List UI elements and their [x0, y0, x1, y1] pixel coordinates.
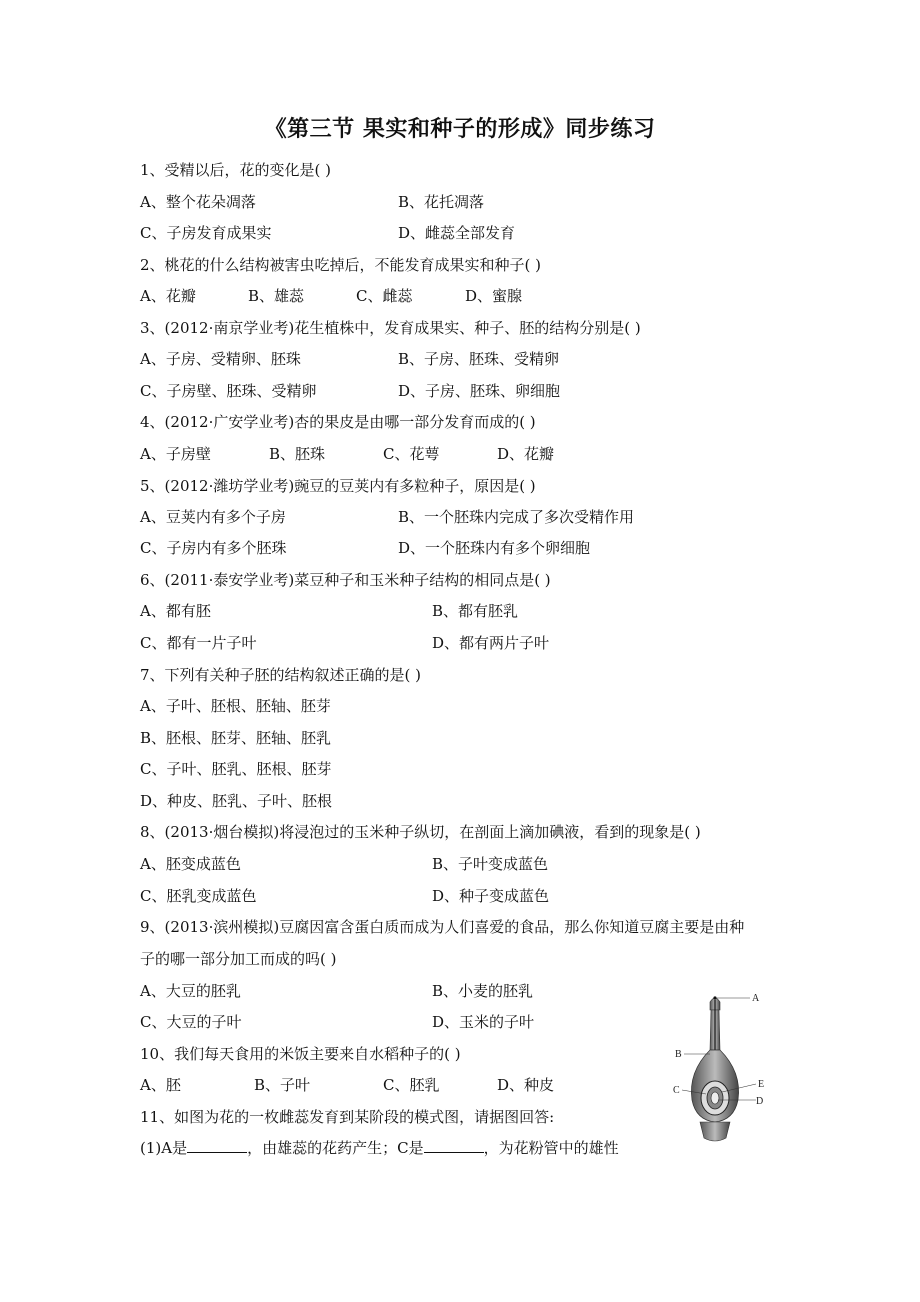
- q5-option-a: A、豆荚内有多个子房: [140, 508, 286, 526]
- question-8: 8、(2013·烟台模拟)将浸泡过的玉米种子纵切，在剖面上滴加碘液，看到的现象是( ): [140, 823, 701, 841]
- q11-sub-text-2: ，由雄蕊的花药产生；C是: [247, 1139, 424, 1157]
- question-7: 7、下列有关种子胚的结构叙述正确的是( ): [140, 666, 422, 684]
- q5-option-d: D、一个胚珠内有多个卵细胞: [398, 539, 591, 557]
- receptacle: [700, 1122, 730, 1141]
- question-10: 10、我们每天食用的米饭主要来自水稻种子的( ): [140, 1045, 461, 1063]
- q3-option-d: D、子房、胚珠、卵细胞: [398, 382, 561, 400]
- q10-option-a: A、胚: [140, 1076, 181, 1094]
- q11-sub-text-3: ，为花粉管中的雄性: [483, 1139, 619, 1157]
- q2-option-c: C、雌蕊: [356, 287, 413, 305]
- pollen-grain: [713, 996, 716, 999]
- label-a: A: [752, 993, 760, 1004]
- q5-option-c: C、子房内有多个胚珠: [140, 539, 287, 557]
- q9-option-d: D、玉米的子叶: [432, 1013, 535, 1031]
- question-3: 3、(2012·南京学业考)花生植株中，发育成果实、种子、胚的结构分别是( ): [140, 319, 641, 337]
- q1-option-b: B、花托凋落: [398, 193, 485, 211]
- q6-option-b: B、都有胚乳: [432, 602, 519, 620]
- answer-blank-a[interactable]: [187, 1138, 247, 1153]
- answer-blank-c[interactable]: [424, 1138, 484, 1153]
- q1-option-d: D、雌蕊全部发育: [398, 224, 516, 242]
- q1-option-c: C、子房发育成果实: [140, 224, 272, 242]
- q9-option-c: C、大豆的子叶: [140, 1013, 242, 1031]
- q8-option-d: D、种子变成蓝色: [432, 887, 550, 905]
- question-9-continued: 子的哪一部分加工而成的吗( ): [140, 950, 337, 968]
- q5-option-b: B、一个胚珠内完成了多次受精作用: [398, 508, 635, 526]
- q8-option-b: B、子叶变成蓝色: [432, 855, 549, 873]
- q7-option-b: B、胚根、胚芽、胚轴、胚乳: [140, 729, 332, 747]
- question-11: 11、如图为花的一枚雌蕊发育到某阶段的模式图，请据图回答:: [140, 1108, 555, 1126]
- q3-option-c: C、子房壁、胚珠、受精卵: [140, 382, 317, 400]
- q7-option-d: D、种皮、胚乳、子叶、胚根: [140, 792, 333, 810]
- q10-option-d: D、种皮: [497, 1076, 555, 1094]
- q1-option-a: A、整个花朵凋落: [140, 193, 256, 211]
- q4-option-c: C、花萼: [383, 445, 440, 463]
- q4-option-d: D、花瓣: [497, 445, 555, 463]
- question-1: 1、受精以后，花的变化是( ): [140, 161, 332, 179]
- q2-option-a: A、花瓣: [140, 287, 196, 305]
- q3-option-a: A、子房、受精卵、胚珠: [140, 350, 301, 368]
- egg-region: [711, 1092, 719, 1104]
- label-d: D: [756, 1096, 764, 1107]
- q7-option-a: A、子叶、胚根、胚轴、胚芽: [140, 697, 331, 715]
- q6-option-a: A、都有胚: [140, 602, 211, 620]
- q11-sub-text-1: (1)A是: [140, 1139, 188, 1157]
- q6-option-c: C、都有一片子叶: [140, 634, 257, 652]
- q6-option-d: D、都有两片子叶: [432, 634, 550, 652]
- question-11-part-1: [140, 1138, 619, 1158]
- q10-option-b: B、子叶: [254, 1076, 311, 1094]
- pistil-illustration: [668, 988, 778, 1150]
- q9-option-b: B、小麦的胚乳: [432, 982, 534, 1000]
- question-4: 4、(2012·广安学业考)杏的果皮是由哪一部分发育而成的( ): [140, 413, 536, 431]
- question-5: 5、(2012·潍坊学业考)豌豆的豆荚内有多粒种子，原因是( ): [140, 477, 536, 495]
- q10-option-c: C、胚乳: [383, 1076, 440, 1094]
- q3-option-b: B、子房、胚珠、受精卵: [398, 350, 560, 368]
- q4-option-b: B、胚珠: [269, 445, 326, 463]
- pistil-diagram: [668, 988, 778, 1150]
- label-b: B: [675, 1049, 682, 1060]
- label-c: C: [673, 1085, 680, 1096]
- q9-option-a: A、大豆的胚乳: [140, 982, 241, 1000]
- q2-option-b: B、雄蕊: [248, 287, 305, 305]
- q2-option-d: D、蜜腺: [465, 287, 523, 305]
- q4-option-a: A、子房壁: [140, 445, 211, 463]
- label-e: E: [758, 1079, 765, 1090]
- page-title: 《第三节 果实和种子的形成》同步练习: [264, 117, 656, 142]
- q7-option-c: C、子叶、胚乳、胚根、胚芽: [140, 760, 332, 778]
- question-6: 6、(2011·泰安学业考)菜豆种子和玉米种子结构的相同点是( ): [140, 571, 551, 589]
- q8-option-a: A、胚变成蓝色: [140, 855, 241, 873]
- question-9: 9、(2013·滨州模拟)豆腐因富含蛋白质而成为人们喜爱的食品，那么你知道豆腐主要是由种: [140, 918, 745, 936]
- q8-option-c: C、胚乳变成蓝色: [140, 887, 257, 905]
- question-2: 2、桃花的什么结构被害虫吃掉后，不能发育成果实和种子( ): [140, 256, 542, 274]
